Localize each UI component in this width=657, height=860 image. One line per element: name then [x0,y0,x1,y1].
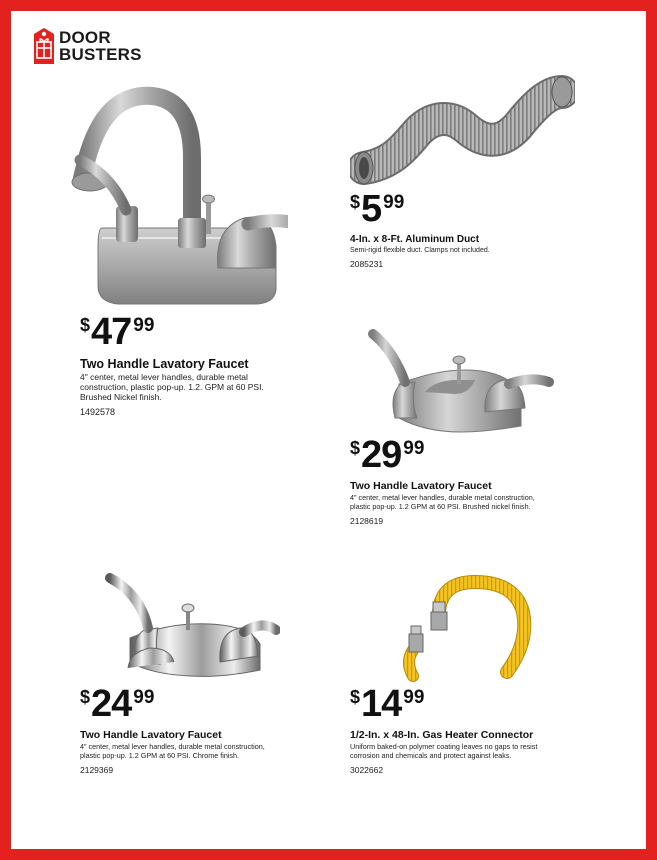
logo-line-2: BUSTERS [59,45,142,64]
price-tag [350,685,610,723]
description-line: Brushed Nickel finish. [80,392,162,402]
gift-tag-icon [30,26,58,68]
description-line: 4" center, metal lever handles, durable metal construction, [350,493,535,502]
price-currency: $ [80,687,91,707]
price-dollars: 29 [361,434,402,476]
product-image-faucet-chrome [100,570,280,680]
description-line: plastic pop-up. 1.2 GPM at 60 PSI. Brushed nickel finish. [350,502,531,511]
brushed-nickel-faucet-icon [68,78,288,308]
chrome-faucet-icon [100,570,280,680]
price-currency: $ [350,192,361,212]
product-card-faucet-chrome [80,685,340,775]
description-line: Semi-rigid flexible duct. Clamps not included. [350,247,490,254]
description-line: corrosion and chemicals and protect against leaks. [350,751,512,760]
product-card-faucet-nickel-large [80,313,330,417]
description-line: 4" center, metal lever handles, durable metal [80,372,248,382]
price-dollars: 47 [91,311,132,353]
description-line: plastic pop-up. 1.2 GPM at 60 PSI. Chrome finish. [80,751,239,760]
product-image-faucet-nickel-large [68,78,288,308]
price-cents: 99 [383,192,405,213]
product-card-faucet-nickel-small [350,436,610,526]
product-description [350,742,610,760]
product-title: Two Handle Lavatory Faucet [80,729,222,741]
price-tag [350,190,610,228]
product-image-faucet-nickel-small [365,322,555,434]
product-sku: 3022662 [350,765,384,775]
price-dollars: 5 [361,188,382,230]
brushed-nickel-faucet-icon [365,322,555,434]
description-line: Uniform baked-on polymer coating leaves no gaps to resist [350,742,538,751]
product-description [350,493,610,511]
price-tag [350,436,610,474]
price-cents: 99 [133,315,155,336]
price-tag [80,313,330,351]
product-title: 4-In. x 8-Ft. Aluminum Duct [350,234,480,245]
product-title: Two Handle Lavatory Faucet [350,480,492,492]
price-dollars: 24 [91,683,132,725]
product-card-aluminum-duct [350,190,610,269]
product-image-gas-connector [395,572,545,684]
price-tag [80,685,340,723]
product-title: 1/2-In. x 48-In. Gas Heater Connector [350,729,534,741]
logo-line-1: DOOR [59,28,111,47]
price-cents: 99 [403,438,425,459]
product-description [80,372,330,402]
price-currency: $ [350,438,361,458]
price-currency: $ [350,687,361,707]
price-dollars: 14 [361,683,402,725]
product-sku: 2129369 [80,765,114,775]
product-sku: 2128619 [350,516,384,526]
price-cents: 99 [133,687,155,708]
door-busters-logo [30,26,160,70]
logo-text [59,29,142,63]
gas-connector-icon [395,572,545,684]
product-card-gas-connector [350,685,610,775]
product-sku: 1492578 [80,407,116,417]
product-sku: 2085231 [350,259,384,269]
product-title: Two Handle Lavatory Faucet [80,357,249,371]
price-cents: 99 [403,687,425,708]
price-currency: $ [80,315,91,335]
aluminum-duct-icon [350,70,575,185]
product-description [80,742,340,760]
product-description [350,246,610,255]
description-line: construction, plastic pop-up. 1.2. GPM at 60 PSI. [80,382,264,392]
description-line: 4" center, metal lever handles, durable metal construction, [80,742,265,751]
product-image-aluminum-duct [350,70,575,185]
